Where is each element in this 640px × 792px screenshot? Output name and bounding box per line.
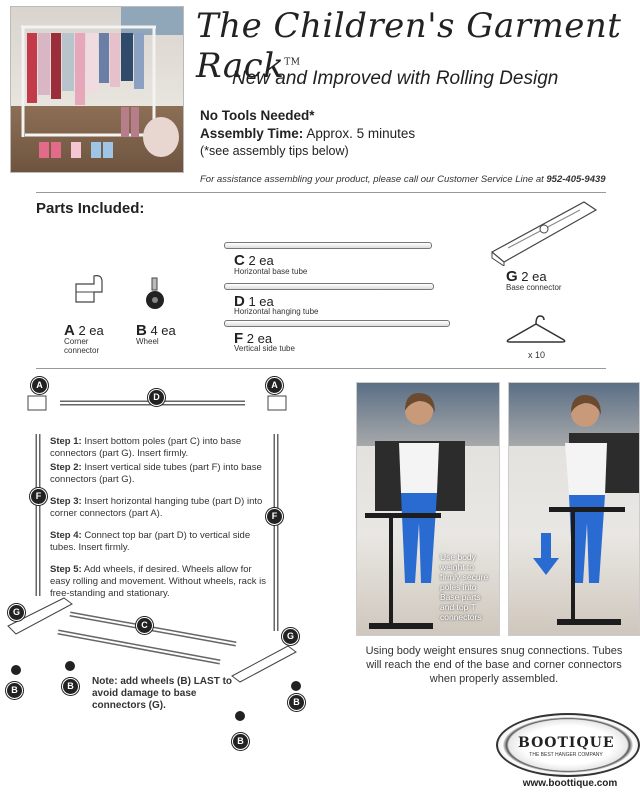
product-subtitle: New and Improved with Rolling Design (232, 68, 559, 89)
product-title-text: The Children's Garment Rack (196, 6, 622, 86)
divider-bottom (36, 368, 606, 369)
step-5-text: Add wheels, if desired. Wheels allow for easy rolling and movement. Without wheels, rack is free-standing and stationary. (50, 564, 266, 599)
step-1 (50, 436, 272, 460)
part-g-desc: Base connector (506, 283, 562, 292)
step-2 (50, 462, 272, 486)
step-2-label: Step 2: (50, 462, 82, 473)
part-a-qty: 2 ea (78, 323, 104, 338)
assembly-time-label: Assembly Time: (200, 126, 304, 141)
part-a-letter: A (64, 322, 75, 339)
part-c-qty: 2 ea (248, 253, 274, 268)
tips-caption: Using body weight ensures snug connections. Tubes will reach the end of the base and corner connectors when properly assembled. (365, 645, 623, 685)
step-5-label: Step 5: (50, 564, 82, 575)
tube-d-image (224, 283, 434, 290)
step-1-text: Insert bottom poles (part C) into base connectors (part G). Insert firmly. (50, 436, 242, 459)
garment-rack-photo (11, 7, 183, 172)
wheel-icon (140, 276, 170, 314)
assembly-time-value: Approx. 5 minutes (306, 126, 416, 141)
assembly-note: (*see assembly tips below) (200, 144, 349, 158)
part-a-desc2: connector (64, 346, 100, 355)
part-f-desc: Vertical side tube (234, 344, 295, 353)
diagram-label-g-left: G (8, 604, 25, 621)
parts-heading: Parts Included: (36, 200, 145, 217)
diagram-label-d: D (148, 389, 165, 406)
wheel-note-label: Note: (92, 676, 118, 687)
part-g-letter: G (506, 268, 518, 285)
diagram-label-c: C (136, 617, 153, 634)
hanger-icon (504, 312, 568, 346)
logo-name: BOOTIQUE (518, 735, 615, 751)
diagram-label-b-3: B (288, 694, 305, 711)
diagram-label-b-4: B (232, 733, 249, 750)
base-connector-icon (488, 196, 600, 266)
part-b-desc: Wheel (136, 337, 159, 346)
part-d-desc: Horizontal hanging tube (234, 307, 319, 316)
trademark-mark: TM (284, 57, 301, 68)
diagram-label-b-2: B (62, 678, 79, 695)
hanger-qty: x 10 (528, 350, 546, 360)
step-1-label: Step 1: (50, 436, 82, 447)
part-g-qty: 2 ea (521, 269, 547, 284)
diagram-label-b-1: B (6, 682, 23, 699)
part-f-letter: F (234, 330, 244, 347)
tube-c-image (224, 242, 432, 249)
assembly-time (200, 126, 415, 141)
step-5 (50, 564, 272, 600)
step-3-label: Step 3: (50, 496, 82, 507)
part-a-desc: Corner (64, 337, 89, 346)
step-2-text: Insert vertical side tubes (part F) into base connectors (part G). (50, 462, 262, 485)
assist-line (200, 174, 606, 185)
diagram-label-a-right: A (266, 377, 283, 394)
website-link[interactable]: www.boottique.com (522, 778, 618, 789)
part-b-qty: 4 ea (150, 323, 176, 338)
corner-connector-icon (72, 272, 108, 312)
step-4-text: Connect top bar (part D) to vertical side tubes. Insert firmly. (50, 530, 251, 553)
part-c-desc: Horizontal base tube (234, 267, 308, 276)
part-f-qty: 2 ea (246, 331, 273, 346)
part-d-qty: 1 ea (248, 294, 274, 309)
woman-pressing-rack-photo-2 (509, 383, 639, 635)
wheel-note (92, 676, 252, 712)
logo-tagline: THE BEST HANGER COMPANY (529, 752, 603, 758)
assist-phone[interactable]: 952-405-9439 (546, 174, 606, 185)
assist-text: For assistance assembling your product, please call our Customer Service Line at (200, 174, 544, 185)
part-d-letter: D (234, 293, 245, 310)
diagram-label-g-right: G (282, 628, 299, 645)
tube-f-image (224, 320, 450, 327)
wheel-note-text: add wheels (B) LAST to avoid damage to base connectors (G). (92, 676, 233, 711)
part-b-letter: B (136, 322, 147, 339)
diagram-label-f-left: F (30, 488, 47, 505)
step-4 (50, 530, 272, 554)
step-3-text: Insert horizontal hanging tube (part D) into corner connectors (part A). (50, 496, 263, 519)
step-3 (50, 496, 272, 520)
hero-photo (10, 6, 184, 173)
assembly-photo-right (508, 382, 640, 636)
step-4-label: Step 4: (50, 530, 82, 541)
part-c-letter: C (234, 252, 245, 269)
diagram-label-f-right: F (266, 508, 283, 525)
photo-caption: Use body weight to firmly secure poles into Base parts and top T connectors (440, 552, 489, 622)
divider-top (36, 192, 606, 193)
no-tools-text: No Tools Needed* (200, 108, 315, 123)
diagram-label-a-left: A (31, 377, 48, 394)
